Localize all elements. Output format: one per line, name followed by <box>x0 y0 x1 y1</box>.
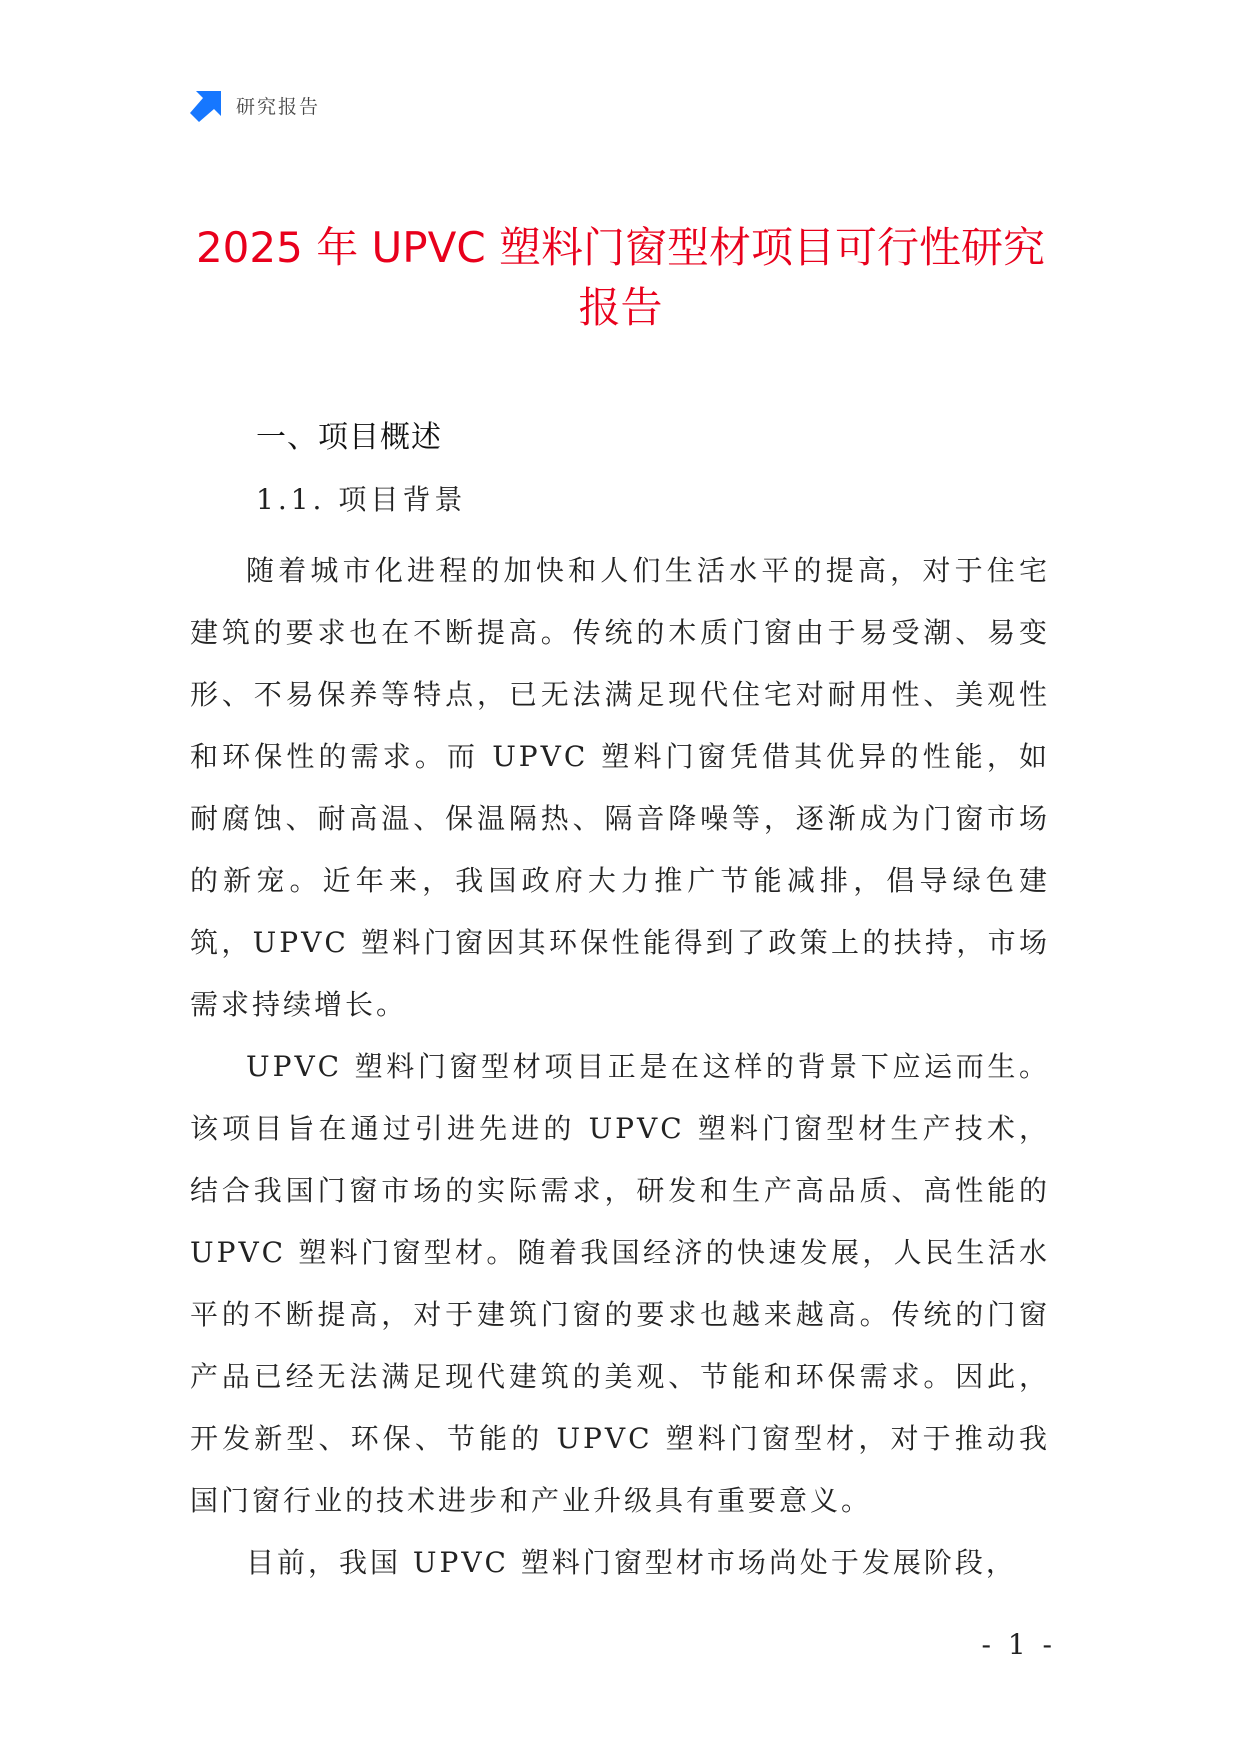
arrow-up-right-icon <box>190 88 224 122</box>
title-line-2: 报告 <box>578 283 663 332</box>
title-line-1: 2025 年 UPVC 塑料门窗型材项目可行性研究 <box>195 223 1046 272</box>
paragraph-1: 随着城市化进程的加快和人们生活水平的提高，对于住宅建筑的要求也在不断提高。传统的木质门窗由于易受潮、易变形、不易保养等特点，已无法满足现代住宅对耐用性、美观性和环保性的需求。而 UPVC 塑料门窗凭借其优异的性能，如耐腐蚀、耐高温、保温隔热、隔音降噪等，逐渐成为门窗市场的新宠。近年来，我国政府大力推广节能减排，倡导绿色建筑，UPVC 塑料门窗因其环保性能得到了政策上的扶持，市场需求持续增长。 <box>190 554 1050 1021</box>
section-heading: 一、项目概述 <box>256 420 442 455</box>
body-text <box>190 540 1050 1594</box>
page-header <box>190 88 320 122</box>
paragraph-2: UPVC 塑料门窗型材项目正是在这样的背景下应运而生。该项目旨在通过引进先进的 UPVC 塑料门窗型材生产技术，结合我国门窗市场的实际需求，研发和生产高品质、高性能的 UPVC 塑料门窗型材。随着我国经济的快速发展，人民生活水平的不断提高，对于建筑门窗的要求也越来越高。传统的门窗产品已经无法满足现代建筑的美观、节能和环保需求。因此，开发新型、环保、节能的 UPVC 塑料门窗型材，对于推动我国门窗行业的技术进步和产业升级具有重要意义。 <box>190 1050 1050 1517</box>
paragraph-3: 目前，我国 UPVC 塑料门窗型材市场尚处于发展阶段， <box>246 1546 1017 1579</box>
subsection-heading: 1.1. 项目背景 <box>256 483 467 516</box>
document-title <box>150 218 1091 338</box>
page-number: - 1 - <box>981 1628 1056 1661</box>
header-label: 研究报告 <box>236 95 321 118</box>
